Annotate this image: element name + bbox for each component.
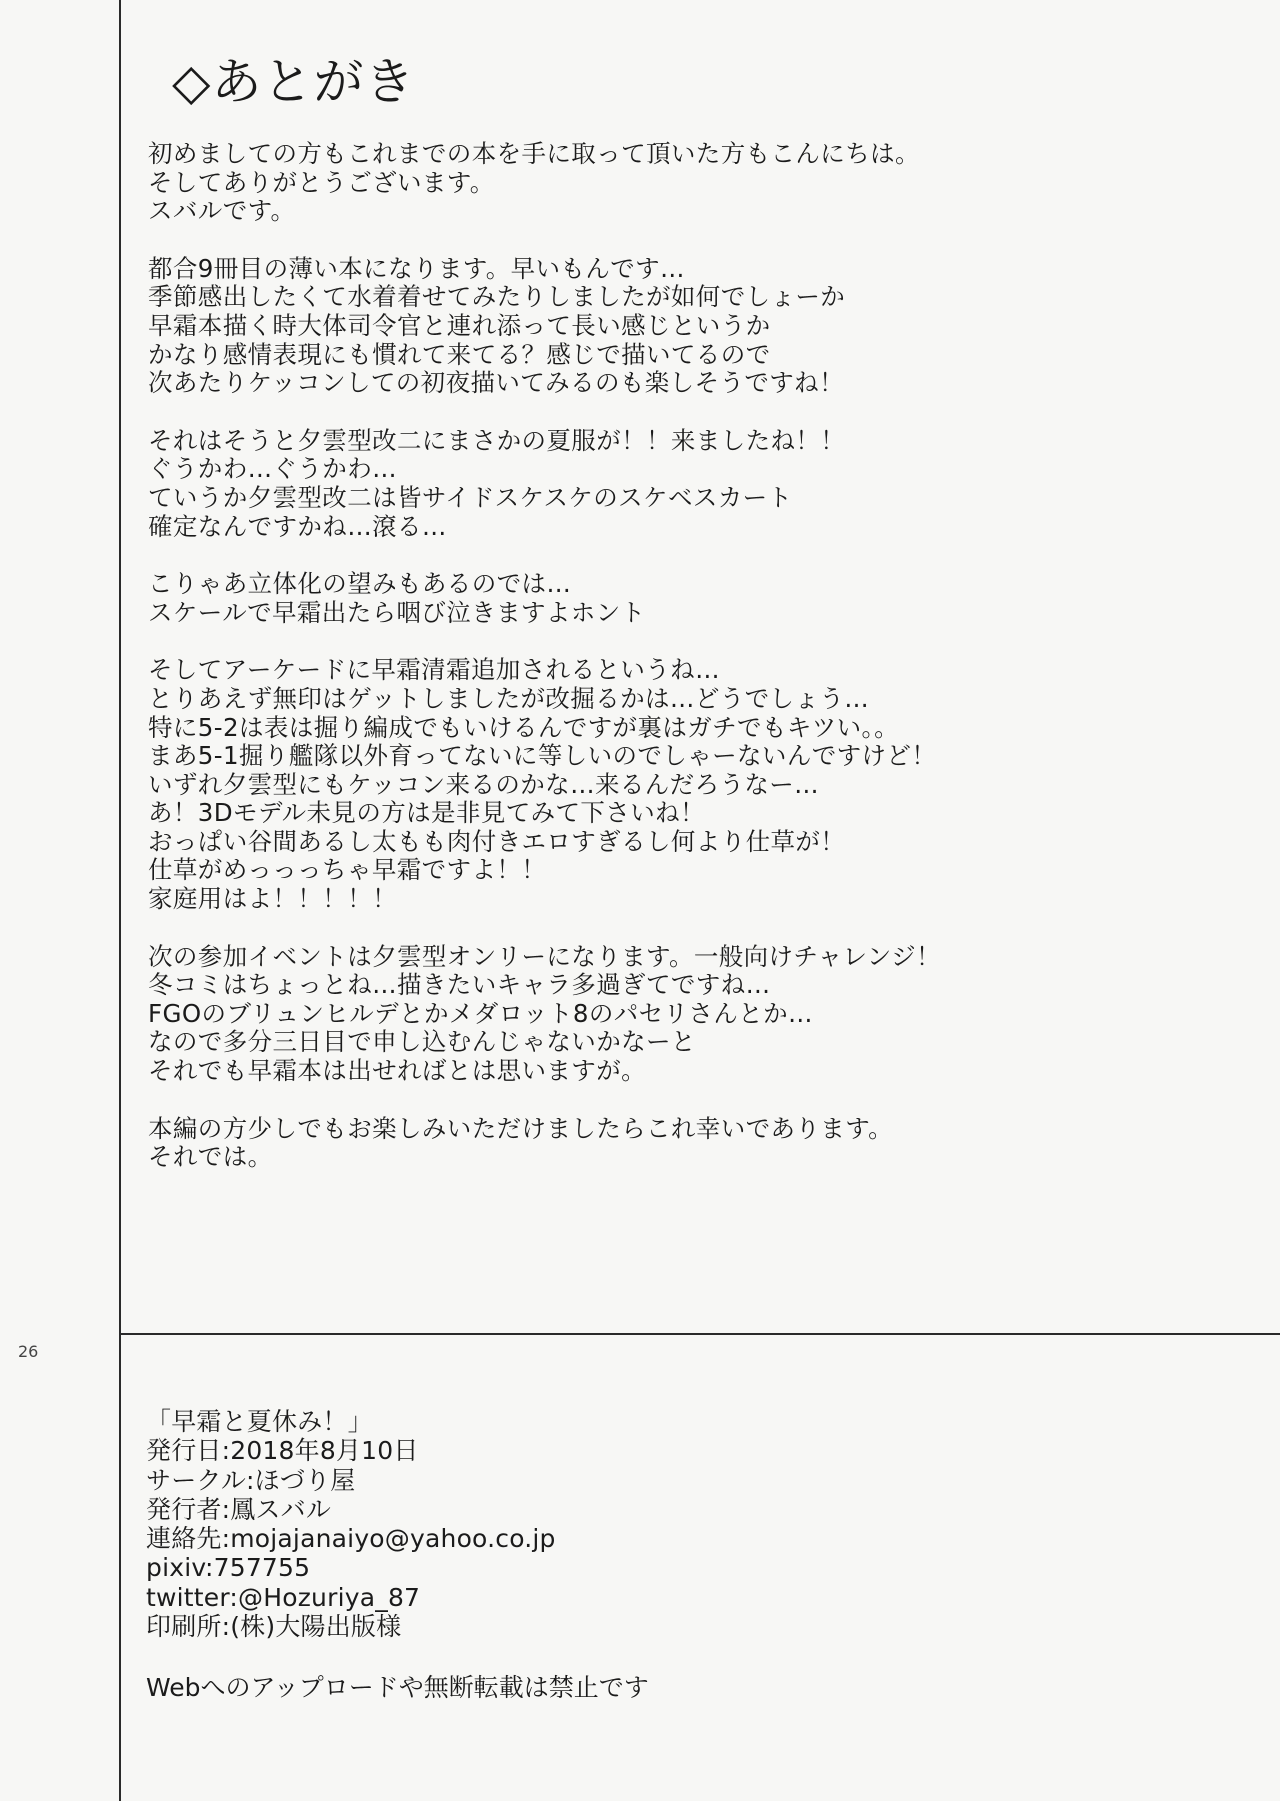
colophon-printer: 印刷所:(株)大陽出版様 [146,1612,402,1642]
horizontal-divider-rule [119,1333,1280,1335]
text-line: それでは。 [148,1142,273,1172]
text-line: まあ5-1掘り艦隊以外育ってないに等しいのでしゃーないんですけど！ [148,741,937,771]
colophon-twitter: twitter:@Hozuriya_87 [146,1582,421,1612]
text-line: 特に5-2は表は掘り編成でもいけるんですが裏はガチでもキツい。。 [148,712,900,742]
afterword-paragraph [148,140,1258,226]
afterword-paragraph [148,255,1258,398]
text-line: ていうか夕雲型改二は皆サイドスケスケのスケベスカート [148,482,793,512]
afterword-paragraph [148,943,1258,1086]
no-repost-notice: Webへのアップロードや無断転載は禁止です [146,1673,649,1702]
colophon-circle: サークル:ほづり屋 [146,1465,356,1495]
vertical-margin-rule [119,0,121,1801]
text-line: 次あたりケッコンしての初夜描いてみるのも楽しそうですね！ [148,368,844,398]
text-line: そしてありがとうございます。 [148,167,495,197]
colophon-title: 「早霜と夏休み！」 [146,1407,373,1436]
text-line: 都合9冊目の薄い本になります。早いもんです… [148,253,685,283]
colophon [146,1407,556,1641]
text-line: いずれ夕雲型にもケッコン来るのかな…来るんだろうなー… [148,769,820,799]
text-line: とりあえず無印はゲットしましたが改掘るかは…どうでしょう… [148,683,870,713]
text-line: あ！3Dモデル未見の方は是非見てみて下さいね！ [148,798,705,828]
page-number: 26 [18,1342,39,1361]
text-line: 初めましての方もこれまでの本を手に取って頂いた方もこんにちは。 [148,139,920,168]
afterword-paragraph [148,656,1258,913]
text-line: 本編の方少しでもお楽しみいただけましたらこれ幸いであります。 [148,1113,894,1143]
text-line: 季節感出したくて水着着せてみたりしましたが如何でしょーか [148,282,846,312]
text-line: FGOのブリュンヒルデとかメダロット8のパセリさんとか… [148,998,813,1028]
afterword-paragraph [148,570,1258,627]
text-line: 冬コミはちょっとね…描きたいキャラ多過ぎてですね… [148,970,771,1000]
text-line: そしてアーケードに早霜清霜追加されるというね… [148,655,720,685]
afterword-paragraph [148,1115,1258,1172]
text-line: ぐうかわ…ぐうかわ… [148,454,397,484]
afterword-body [148,140,1258,1201]
afterword-paragraph [148,427,1258,541]
text-line: なので多分三日目で申し込むんじゃないかなーと [148,1027,696,1057]
text-line: こりゃあ立体化の望みもあるのでは… [148,569,572,599]
colophon-contact: 連絡先:mojajanaiyo@yahoo.co.jp [146,1524,556,1554]
text-line: おっぱい谷間あるし太もも肉付きエロすぎるし何より仕草が！ [148,826,846,856]
colophon-publisher: 発行者:鳳スバル [146,1494,332,1524]
text-line: それはそうと夕雲型改二にまさかの夏服が！！来ましたね！！ [148,425,846,455]
text-line: かなり感情表現にも慣れて来てる？感じで描いてるので [148,339,771,369]
text-line: 家庭用はよ！！！！！ [148,884,397,914]
text-line: スケールで早霜出たら咽び泣きますよホント [148,597,646,627]
colophon-pixiv: pixiv:757755 [146,1553,311,1583]
text-line: 仕草がめっっっちゃ早霜ですよ！！ [148,855,547,885]
text-line: 早霜本描く時大体司令官と連れ添って長い感じというか [148,310,771,340]
text-line: 確定なんですかね…滾る… [148,511,447,541]
afterword-heading: ◇あとがき [172,53,416,111]
colophon-publish-date: 発行日:2018年8月10日 [146,1436,419,1466]
text-line: それでも早霜本は出せればとは思いますが。 [148,1056,646,1086]
text-line: スバルです。 [148,196,296,226]
text-line: 次の参加イベントは夕雲型オンリーになります。一般向けチャレンジ！ [148,941,941,971]
